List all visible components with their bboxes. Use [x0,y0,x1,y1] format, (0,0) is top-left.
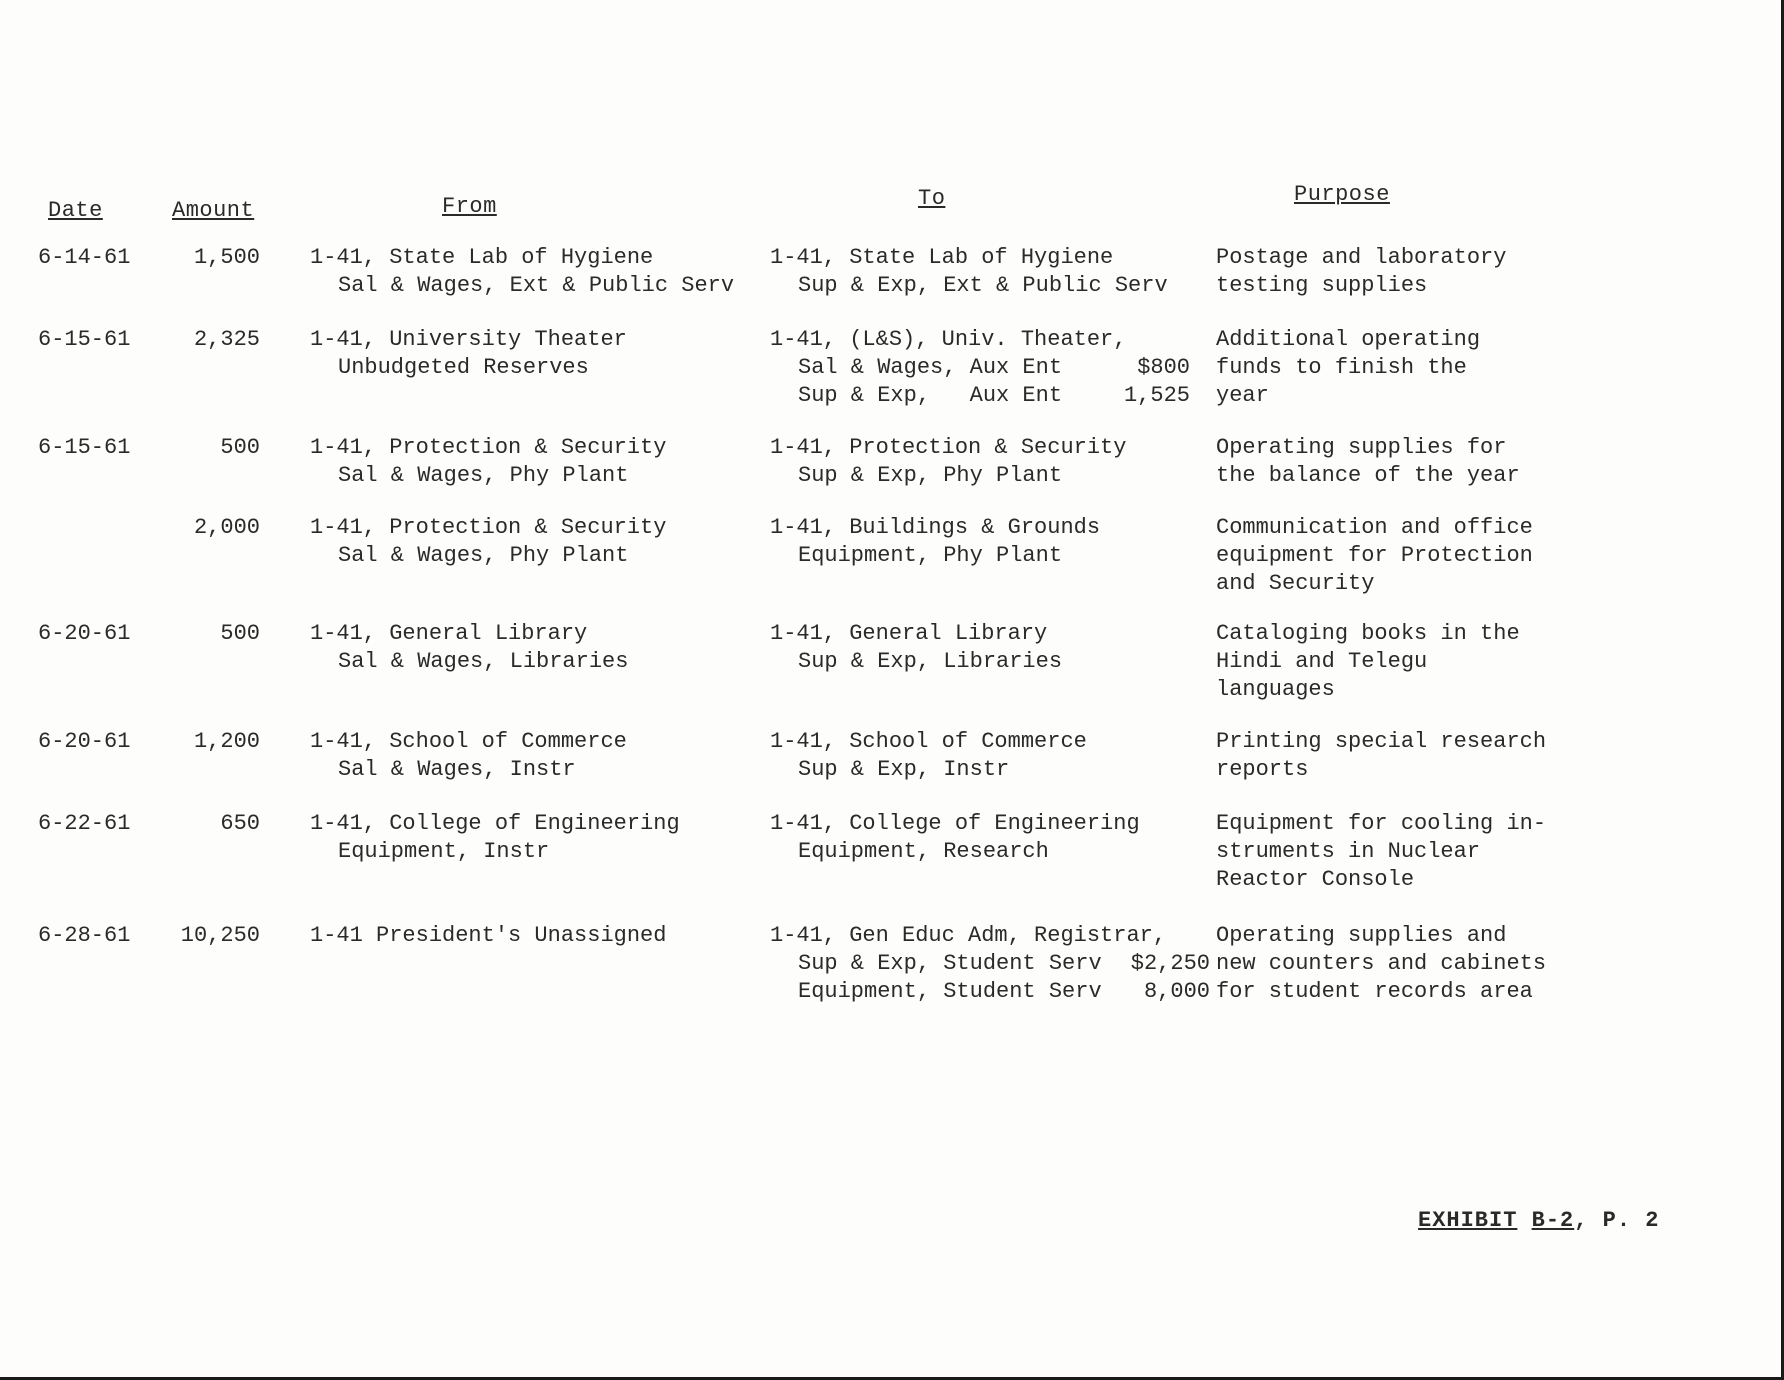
row-from [310,326,627,382]
to-line [770,326,1190,354]
exhibit-label [1418,1208,1659,1233]
exhibit-ref: B-2 [1531,1208,1575,1233]
from-line: Sal & Wages, Instr [338,757,576,782]
purpose-line: Operating supplies for [1216,435,1507,460]
to-line [770,810,1140,838]
to-line-amount: $800 [1137,355,1190,380]
purpose-line: Equipment for cooling in- [1216,811,1547,836]
to-line-text: Sup & Exp, Aux Ent [798,383,1063,408]
purpose-line: new counters and cabinets [1216,951,1547,976]
row-from [310,514,666,570]
from-line: Sal & Wages, Libraries [338,649,629,674]
row-date: 6-15-61 [38,435,131,460]
to-line-text: Sal & Wages, Aux Ent [798,355,1063,380]
to-line-text: 1-41, (L&S), Univ. Theater, [770,327,1127,352]
purpose-line: Postage and laboratory [1216,245,1507,270]
from-line: 1-41, Protection & Security [310,515,667,540]
row-amount: 10,250 [180,923,260,948]
row-to [770,922,1210,1006]
to-line [770,244,1168,272]
to-line-text: 1-41, State Lab of Hygiene [770,245,1114,270]
to-line-text: Equipment, Student Serv [798,979,1102,1004]
row-from [310,810,680,866]
to-line [770,354,1190,382]
row-amount: 1,200 [193,729,260,754]
from-line: 1-41 President's Unassigned [310,923,667,948]
row-date: 6-15-61 [38,327,131,352]
purpose-line: year [1216,383,1269,408]
row-from [310,434,666,490]
row-purpose [1216,620,1520,704]
to-line [770,950,1210,978]
from-line: 1-41, General Library [310,621,588,646]
header-purpose: Purpose [1294,182,1390,207]
to-line [770,542,1100,570]
purpose-line: Communication and office [1216,515,1533,540]
row-amount: 1,500 [193,245,260,270]
row-purpose [1216,434,1520,490]
purpose-line: Reactor Console [1216,867,1415,892]
exhibit-word: EXHIBIT [1418,1208,1518,1233]
row-from [310,728,627,784]
row-amount: 2,325 [193,327,260,352]
to-line [770,922,1210,950]
from-line: 1-41, School of Commerce [310,729,627,754]
purpose-line: Operating supplies and [1216,923,1507,948]
row-from [310,244,734,300]
purpose-line: funds to finish the [1216,355,1467,380]
to-line [770,756,1087,784]
row-to [770,434,1126,490]
to-line [770,382,1190,410]
purpose-line: and Security [1216,571,1375,596]
purpose-line: Hindi and Telegu [1216,649,1428,674]
purpose-line: languages [1216,677,1335,702]
row-purpose [1216,728,1546,784]
to-line [770,514,1100,542]
from-line: 1-41, Protection & Security [310,435,667,460]
purpose-line: for student records area [1216,979,1533,1004]
purpose-line: Printing special research [1216,729,1547,754]
to-line [770,978,1210,1006]
to-line [770,728,1087,756]
to-line-text: 1-41, Protection & Security [770,435,1127,460]
header-to: To [918,186,946,211]
row-amount: 500 [220,435,260,460]
row-purpose [1216,326,1480,410]
header-date: Date [48,198,103,223]
from-line: Sal & Wages, Phy Plant [338,543,629,568]
row-date: 6-28-61 [38,923,131,948]
from-line: Sal & Wages, Ext & Public Serv [338,273,735,298]
to-line-text: 1-41, Gen Educ Adm, Registrar, [770,923,1167,948]
to-line [770,620,1062,648]
row-amount: 650 [220,811,260,836]
row-date: 6-22-61 [38,811,131,836]
to-line [770,272,1168,300]
to-line-amount: 1,525 [1123,383,1190,408]
header-amount: Amount [172,198,255,223]
row-to [770,326,1190,410]
to-line [770,462,1126,490]
purpose-line: struments in Nuclear [1216,839,1481,864]
from-line: 1-41, State Lab of Hygiene [310,245,654,270]
to-line-text: Sup & Exp, Phy Plant [798,463,1063,488]
row-from [310,620,628,676]
purpose-line: Additional operating [1216,327,1481,352]
purpose-line: Cataloging books in the [1216,621,1520,646]
exhibit-page: , P. 2 [1574,1208,1660,1233]
header-from: From [442,194,497,219]
row-date: 6-14-61 [38,245,131,270]
to-line [770,434,1126,462]
row-purpose [1216,514,1533,598]
row-amount: 500 [220,621,260,646]
to-line-text: 1-41, School of Commerce [770,729,1087,754]
purpose-line: the balance of the year [1216,463,1520,488]
to-line-text: Sup & Exp, Ext & Public Serv [798,273,1168,298]
to-line-amount: $2,250 [1130,951,1210,976]
to-line-text: Sup & Exp, Instr [798,757,1010,782]
to-line [770,648,1062,676]
to-line-text: 1-41, College of Engineering [770,811,1140,836]
to-line-text: 1-41, Buildings & Grounds [770,515,1101,540]
from-line: Equipment, Instr [338,839,550,864]
to-line-text: Equipment, Research [798,839,1049,864]
to-line [770,838,1140,866]
row-to [770,728,1087,784]
row-amount: 2,000 [193,515,260,540]
from-line: 1-41, College of Engineering [310,811,680,836]
row-to [770,810,1140,866]
to-line-amount: 8,000 [1143,979,1210,1004]
row-purpose [1216,810,1546,894]
purpose-line: equipment for Protection [1216,543,1533,568]
row-to [770,514,1100,570]
row-purpose [1216,244,1506,300]
row-to [770,244,1168,300]
from-line: 1-41, University Theater [310,327,627,352]
row-date: 6-20-61 [38,729,131,754]
to-line-text: Sup & Exp, Student Serv [798,951,1102,976]
to-line-text: Sup & Exp, Libraries [798,649,1063,674]
from-line: Unbudgeted Reserves [338,355,589,380]
row-from [310,922,666,950]
to-line-text: Equipment, Phy Plant [798,543,1063,568]
purpose-line: testing supplies [1216,273,1428,298]
from-line: Sal & Wages, Phy Plant [338,463,629,488]
row-date: 6-20-61 [38,621,131,646]
row-purpose [1216,922,1546,1006]
row-to [770,620,1062,676]
to-line-text: 1-41, General Library [770,621,1048,646]
purpose-line: reports [1216,757,1309,782]
